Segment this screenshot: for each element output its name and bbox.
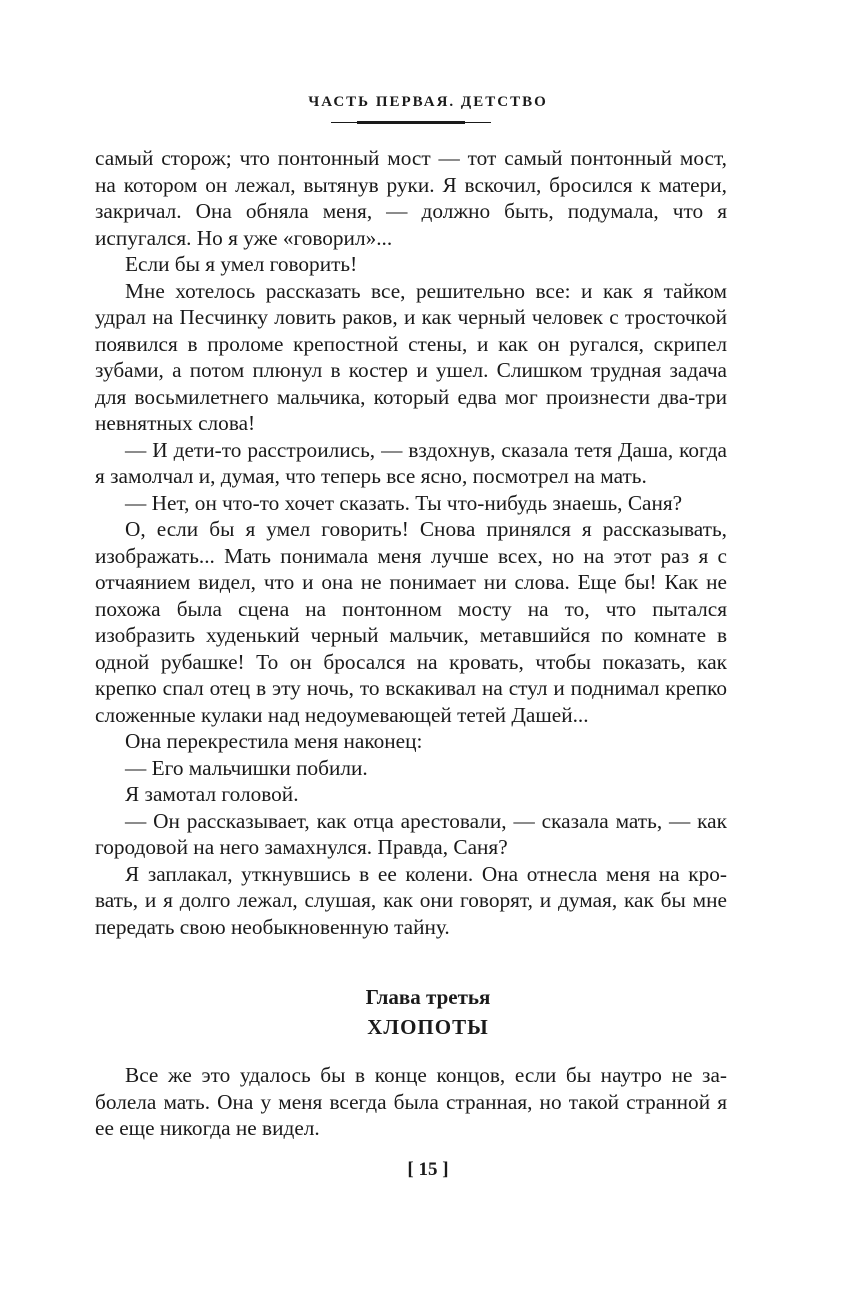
paragraph: О, если бы я умел говорить! Снова принялся я рассказывать, изображать... Мать понимала меня лучше всех, но на этот раз я с отчаянием видел, что и она не понимает ни слова. Еще бы! Как не похожа была сцена на понтонном мосту на то, что пытался изобразить худенький черный мальчик, метавшийся по комнате в одной рубашке! То он бросался на кровать, чтобы показать, как крепко спал отец в эту ночь, то вскакивал на стул и поднимал крепко сложенные кулаки над недоумевающей тетей Дашей... (95, 517, 727, 727)
paragraph: Все же это удалось бы в конце концов, если бы наутро не заболела мать. Она у меня всегда была странная, но такой странной я ее еще никогда не видел. (95, 1063, 727, 1140)
paragraph: Я замотал головой. (125, 782, 299, 806)
paragraph: Она перекрестила меня наконец: (125, 729, 423, 753)
paragraph: Мне хотелось рассказать все, решительно все: и как я тайком удрал на Песчинку ловить раков, и как черный человек с тросточкой появился в проломе крепостной стены, и как он ругался, скрипел зубами, а потом плюнул в костер и ушел. Слишком трудная задача для восьмилетнего мальчика, который едва мог произнести два-три невнятных слова! (95, 278, 727, 435)
paragraph: Я заплакал, уткнувшись в ее колени. Она отнесла меня на кровать, и я долго лежал, слушая, как они говорят, и думая, как бы мне передать свою необыкновенную тайну. (95, 861, 727, 939)
paragraph: — Нет, он что-то хочет сказать. Ты что-нибудь знаешь, Саня? (125, 490, 683, 515)
body-text (95, 145, 727, 940)
paragraph: Если бы я умел говорить! (125, 252, 358, 276)
paragraph: — Он рассказывает, как отца арестовали, — сказала мать, — как городовой на него замахнулся. Правда, Саня? (95, 808, 727, 859)
running-head: ЧАСТЬ ПЕРВАЯ. ДЕТСТВО (308, 94, 548, 110)
chapter-body-text (95, 1062, 727, 1142)
chapter-heading (0, 984, 856, 1042)
chapter-label: Глава третья (365, 985, 491, 1009)
paragraph: — Его мальчишки побили. (125, 755, 368, 780)
page-number: [ 15 ] (407, 1159, 449, 1180)
chapter-title: ХЛОПОТЫ (367, 1015, 489, 1039)
paragraph: самый сторож; что понтонный мост — тот самый понтонный мост, на котором он лежал, вытянув руки. Я вскочил, бросился к матери, закричал. Она обняла меня, — должно быть, подумала, что я испугался. Но я уже «говорил»... (95, 146, 727, 250)
paragraph: — И дети-то расстроились, — вздохнув, сказала тетя Даша, когда я замолчал и, думая, что теперь все ясно, посмотрел на мать. (95, 437, 727, 488)
head-rule-accent (357, 121, 465, 124)
